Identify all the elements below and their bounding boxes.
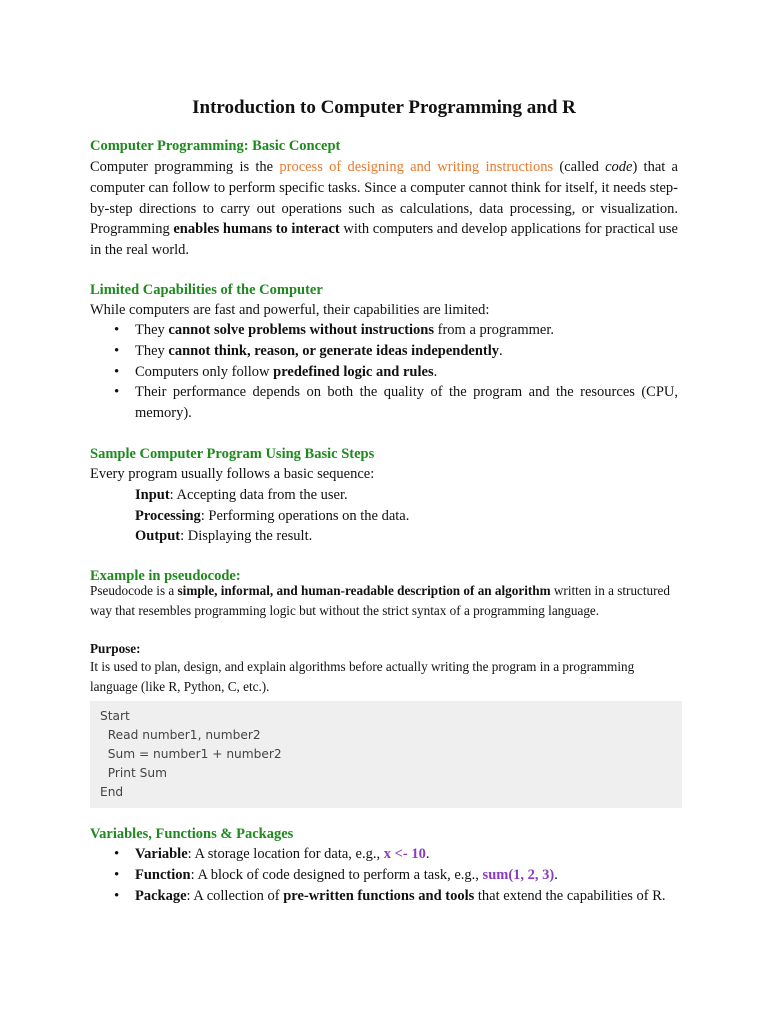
steps-list [135,485,409,547]
text-run: . [425,846,430,862]
bold-label: Function [135,866,191,883]
capabilities-intro: While computers are fast and powerful, their capabilities are limited: [90,302,490,318]
variables-list [90,844,678,906]
code-example: x <- 10 [383,846,426,862]
code-line: End [100,785,124,799]
bold-label: Package [135,887,187,904]
bold-label: Variable [135,846,188,862]
text-run: ) that a computer can follow to perform specific tasks. Since a computer cannot think for itself, it needs step-by-step directions to carry out operations such as calculations, data processing, or visualization. Programming [90,159,678,238]
bold-phrase: cannot solve problems without instructions [168,322,435,338]
step-label: Processing [135,507,201,524]
step-text: : Displaying the result. [180,528,313,545]
page-title: Introduction to Computer Programming and R [192,97,576,118]
code-line: Read number1, number2 [100,728,261,742]
list-item [90,362,678,383]
list-item-function [90,865,678,886]
step-text: : Accepting data from the user. [169,487,348,503]
code-example: sum(1, 2, 3) [482,866,555,883]
list-item [90,320,678,341]
text-run: They [135,342,169,359]
text-run: Computers only follow [135,363,274,380]
purpose-paragraph: It is used to plan, design, and explain algorithms before actually writing the program in a programming language (like R, Python, C, etc.). [90,659,635,694]
text-run: . [499,342,503,359]
text-run: . [554,866,558,883]
list-item [90,341,678,362]
bold-phrase: predefined logic and rules [273,363,434,380]
bold-phrase: pre-written functions and tools [283,887,475,904]
section-heading-basic-steps: Sample Computer Program Using Basic Steps [90,446,375,462]
highlighted-phrase: process of designing and writing instructions [279,159,554,175]
text-run: : A block of code designed to perform a task, e.g., [190,866,483,883]
text-run: : A collection of [186,887,284,904]
code-line: Sum = number1 + number2 [100,747,282,761]
bold-phrase: enables humans to interact [173,221,340,238]
text-run: They [135,322,169,338]
steps-intro: Every program usually follows a basic sequence: [90,466,375,482]
text-run: that extend the capabilities of R. [474,887,666,904]
list-item-package [90,886,678,907]
section-heading-basic-concept: Computer Programming: Basic Concept [90,138,341,154]
text-run: written in a structured way that resembles programming logic but without the strict syntax of a programming language. [90,583,670,618]
text-run: (called [553,159,606,175]
text-run: with computers and develop applications for practical use in the real world. [90,221,678,259]
bold-phrase: cannot think, reason, or generate ideas independently [168,342,499,359]
section-heading-variables: Variables, Functions & Packages [90,826,294,842]
section-heading-pseudocode: Example in pseudocode: [90,568,241,584]
step-label: Output [135,528,181,545]
step-output [135,526,409,547]
text-run: . [433,363,438,380]
text-run: from a programmer. [434,322,555,338]
list-item: • Their performance depends on both the quality of the program and the resources (CPU, memory). [90,382,678,424]
basic-concept-paragraph [90,157,678,261]
text-run: Pseudocode is a [90,583,178,598]
bold-label: Purpose: [90,641,141,656]
purpose-label [90,639,678,659]
text-run: Computer programming is the [90,159,280,175]
capabilities-list [90,320,678,424]
step-input [135,485,409,506]
step-text: : Performing operations on the data. [200,507,410,524]
section-heading-limited-capabilities: Limited Capabilities of the Computer [90,282,323,298]
list-item-variable [90,844,678,865]
italic-code-word: code [605,159,633,175]
text-run: : A storage location for data, e.g., [187,846,384,862]
step-label: Input [135,487,170,503]
step-processing [135,506,409,527]
pseudocode-paragraph [90,581,678,620]
bold-phrase: simple, informal, and human-readable description of an algorithm [177,583,551,598]
code-block [90,701,682,808]
code-line: Print Sum [100,766,167,780]
code-line: Start [100,709,130,723]
